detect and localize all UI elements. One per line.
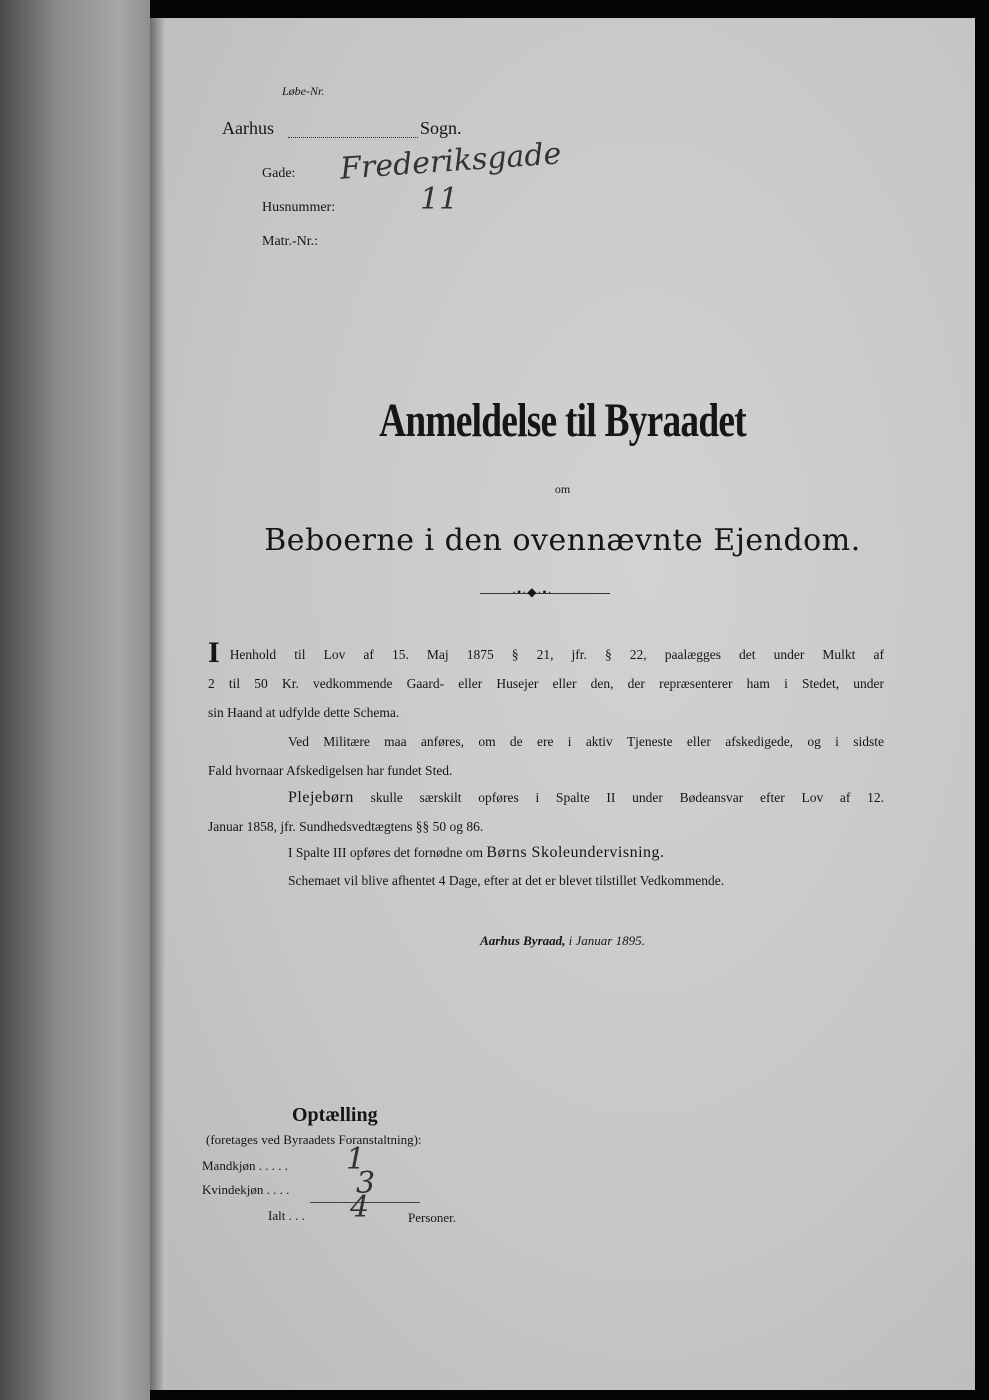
instructions-paragraph-4 — [208, 838, 884, 867]
instructions-paragraph-1 — [208, 638, 884, 727]
instructions-paragraph-3 — [208, 783, 884, 841]
male-count-value: 1 — [346, 1142, 366, 1177]
city-label: Aarhus — [222, 118, 274, 138]
p3-line1: skulle særskilt opføres i Spalte II under Bødeansvar efter Lov af 12. — [370, 790, 885, 805]
husnummer-label: Husnummer: — [262, 200, 336, 215]
p2-line2: Fald hvornaar Afskedigelsen har fundet Sted. — [208, 763, 453, 778]
previous-page-edge — [0, 0, 150, 1400]
document-page — [150, 18, 975, 1390]
signature-line — [150, 933, 975, 949]
signature-place: Aarhus Byraad, — [480, 933, 566, 948]
p3-emphasis: Plejebørn — [288, 789, 354, 806]
female-count-value: 3 — [356, 1166, 376, 1201]
title-connector: om — [554, 482, 571, 496]
page-fold-shadow — [150, 18, 166, 1390]
ornament-icon: ·•·◆·•· — [512, 585, 553, 599]
p5-text: Schemaet vil blive afhentet 4 Dage, efter at det er blevet tilstillet Vedkommende. — [288, 873, 725, 888]
signature-date: i Januar 1895. — [568, 933, 645, 948]
instructions-paragraph-5 — [208, 866, 884, 895]
drop-initial: I — [208, 636, 220, 669]
husnummer-value-handwritten: 11 — [420, 182, 459, 217]
total-count-label: Ialt . . . — [268, 1208, 305, 1223]
gade-label: Gade: — [262, 166, 296, 181]
count-subtitle: (foretages ved Byraadets Foranstaltning): — [206, 1132, 422, 1147]
instructions-paragraph-2 — [208, 727, 884, 785]
p4-emphasis: Børns Skoleundervisning. — [486, 844, 665, 861]
document-title: Anmeldelse til Byraadet — [379, 394, 746, 447]
lobe-nr-label: Løbe-Nr. — [282, 84, 325, 98]
female-count-label: Kvindekjøn . . . . — [202, 1182, 290, 1197]
total-count-value: 4 — [350, 1190, 370, 1225]
p1-line2: 2 til 50 Kr. vedkommende Gaard- eller Husejer eller den, der repræsenterer ham i Stedet, under — [208, 676, 884, 691]
count-title: Optælling — [292, 1104, 378, 1126]
persons-label: Personer. — [408, 1210, 457, 1225]
document-subtitle: Beboerne i den ovennævnte Ejendom. — [264, 523, 861, 558]
p3-line2: Januar 1858, jfr. Sundhedsvedtægtens §§ 50 og 86. — [208, 819, 484, 834]
matr-nr-label: Matr.-Nr.: — [262, 234, 318, 249]
p1-line3: sin Haand at udfylde dette Schema. — [208, 705, 400, 720]
sogn-label: Sogn. — [420, 118, 462, 138]
p4-text: I Spalte III opføres det fornødne om — [288, 845, 483, 860]
male-count-label: Mandkjøn . . . . . — [202, 1158, 288, 1173]
gade-value-handwritten: Frederiksgade — [339, 136, 563, 187]
p2-line1: Ved Militære maa anføres, om de ere i aktiv Tjeneste eller afskedigede, og i sidste — [288, 734, 884, 749]
p1-line1: Henhold til Lov af 15. Maj 1875 § 21, jfr. § 22, paalægges det under Mulkt af — [229, 647, 884, 662]
sogn-dotted-line — [288, 137, 418, 138]
